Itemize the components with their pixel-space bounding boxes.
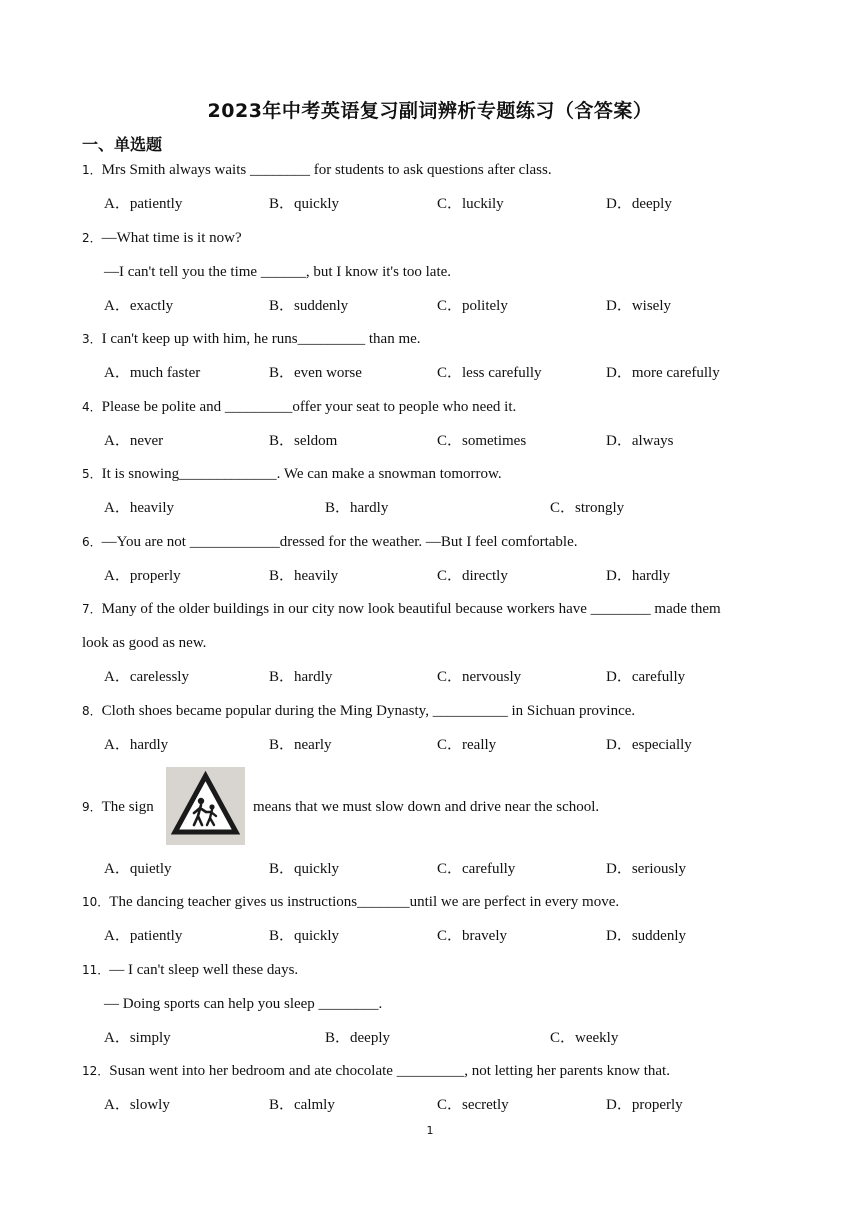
option-d[interactable]: D．hardly	[606, 568, 671, 584]
option-d[interactable]: D．more carefully	[606, 365, 720, 381]
option-c[interactable]: C．politely	[437, 298, 508, 314]
question-number: 1．	[82, 163, 102, 177]
question-text: —You are not ____________dressed for the weather. —But I feel comfortable.	[101, 534, 578, 550]
question-9	[82, 797, 154, 817]
option-a[interactable]: A．hardly	[104, 737, 169, 753]
option-d[interactable]: D．deeply	[606, 196, 672, 212]
option-d[interactable]: D．carefully	[606, 669, 686, 685]
question-9-text-after: means that we must slow down and drive near the school.	[253, 799, 600, 815]
option-a[interactable]: A．never	[104, 433, 164, 449]
question-number: 6．	[82, 535, 102, 549]
question-text: Mrs Smith always waits ________ for students to ask questions after class.	[101, 162, 552, 178]
question-number: 4．	[82, 400, 102, 414]
question-6	[82, 532, 578, 552]
option-c[interactable]: C．bravely	[437, 928, 507, 944]
option-d[interactable]: D．wisely	[606, 298, 671, 314]
question-9-options	[0, 859, 860, 879]
question-3-options	[0, 363, 860, 383]
option-a[interactable]: A．patiently	[104, 928, 183, 944]
option-d[interactable]: D．suddenly	[606, 928, 686, 944]
question-text: Susan went into her bedroom and ate chocolate _________, not letting her parents know that.	[109, 1063, 670, 1079]
question-text: Please be polite and _________offer your seat to people who need it.	[101, 399, 517, 415]
option-c[interactable]: C．carefully	[437, 861, 516, 877]
option-b[interactable]: B．seldom	[269, 433, 338, 449]
question-number: 3．	[82, 332, 102, 346]
option-b[interactable]: B．quickly	[269, 196, 339, 212]
question-text: It is snowing_____________. We can make a snowman tomorrow.	[101, 466, 502, 482]
question-text: — I can't sleep well these days.	[109, 962, 299, 978]
option-a[interactable]: A．carelessly	[104, 669, 189, 685]
question-11	[82, 960, 298, 980]
question-7	[82, 599, 721, 619]
question-number: 2．	[82, 231, 102, 245]
option-b[interactable]: B．quickly	[269, 861, 339, 877]
question-1-options	[0, 194, 860, 214]
option-a[interactable]: A．properly	[104, 568, 181, 584]
option-a[interactable]: A．simply	[104, 1030, 171, 1046]
question-7-line2: look as good as new.	[82, 635, 207, 651]
option-b[interactable]: B．hardly	[325, 500, 389, 516]
question-12-options	[0, 1095, 860, 1115]
option-b[interactable]: B．heavily	[269, 568, 339, 584]
page-number: 1	[426, 1124, 434, 1137]
option-a[interactable]: A．slowly	[104, 1097, 170, 1113]
option-a[interactable]: A．patiently	[104, 196, 183, 212]
option-c[interactable]: C．less carefully	[437, 365, 542, 381]
option-b[interactable]: B．even worse	[269, 365, 362, 381]
option-b[interactable]: B．quickly	[269, 928, 339, 944]
question-5	[82, 464, 502, 484]
option-c[interactable]: C．really	[437, 737, 497, 753]
question-11-options	[0, 1028, 860, 1048]
question-4-options	[0, 431, 860, 451]
question-5-options	[0, 498, 860, 518]
question-11-line2: — Doing sports can help you sleep ________.	[104, 996, 383, 1012]
question-text: Many of the older buildings in our city now look beautiful because workers have ________ made them	[101, 601, 721, 617]
question-number: 11．	[82, 963, 110, 977]
option-d[interactable]: D．properly	[606, 1097, 683, 1113]
option-c[interactable]: C．secretly	[437, 1097, 509, 1113]
option-a[interactable]: A．much faster	[104, 365, 201, 381]
question-8-options	[0, 735, 860, 755]
question-4	[82, 397, 516, 417]
question-2-options	[0, 296, 860, 316]
option-d[interactable]: D．always	[606, 433, 674, 449]
question-2	[82, 228, 242, 248]
question-3	[82, 329, 421, 349]
option-c[interactable]: C．luckily	[437, 196, 504, 212]
question-number: 9．	[82, 800, 102, 814]
option-c[interactable]: C．nervously	[437, 669, 522, 685]
question-12	[82, 1061, 670, 1081]
question-10	[82, 892, 619, 912]
question-text: —What time is it now?	[101, 230, 242, 246]
section-heading: 一、单选题	[82, 135, 163, 154]
question-6-options	[0, 566, 860, 586]
question-number: 5．	[82, 467, 102, 481]
option-b[interactable]: B．deeply	[325, 1030, 390, 1046]
question-1	[82, 160, 552, 180]
question-8	[82, 701, 635, 721]
option-a[interactable]: A．exactly	[104, 298, 174, 314]
page-title: 2023年中考英语复习副词辨析专题练习（含答案）	[207, 100, 653, 122]
option-a[interactable]: A．quietly	[104, 861, 172, 877]
question-text: Cloth shoes became popular during the Ming Dynasty, __________ in Sichuan province.	[101, 703, 636, 719]
question-7-options	[0, 667, 860, 687]
option-b[interactable]: B．nearly	[269, 737, 332, 753]
option-c[interactable]: C．weekly	[550, 1030, 619, 1046]
question-text: The dancing teacher gives us instructions_______until we are perfect in every move.	[109, 894, 620, 910]
question-number: 10．	[82, 895, 110, 909]
question-10-options	[0, 926, 860, 946]
school-crossing-sign-icon	[166, 767, 245, 845]
question-2-line2: —I can't tell you the time ______, but I know it's too late.	[104, 264, 452, 280]
option-c[interactable]: C．directly	[437, 568, 508, 584]
option-c[interactable]: C．strongly	[550, 500, 625, 516]
question-number: 8．	[82, 704, 102, 718]
question-text-before: The sign	[101, 799, 154, 815]
question-number: 12．	[82, 1064, 110, 1078]
option-b[interactable]: B．suddenly	[269, 298, 349, 314]
option-c[interactable]: C．sometimes	[437, 433, 527, 449]
option-d[interactable]: D．especially	[606, 737, 692, 753]
option-a[interactable]: A．heavily	[104, 500, 174, 516]
question-text: I can't keep up with him, he runs_________ than me.	[101, 331, 421, 347]
option-b[interactable]: B．calmly	[269, 1097, 335, 1113]
option-b[interactable]: B．hardly	[269, 669, 333, 685]
option-d[interactable]: D．seriously	[606, 861, 686, 877]
question-number: 7．	[82, 602, 102, 616]
